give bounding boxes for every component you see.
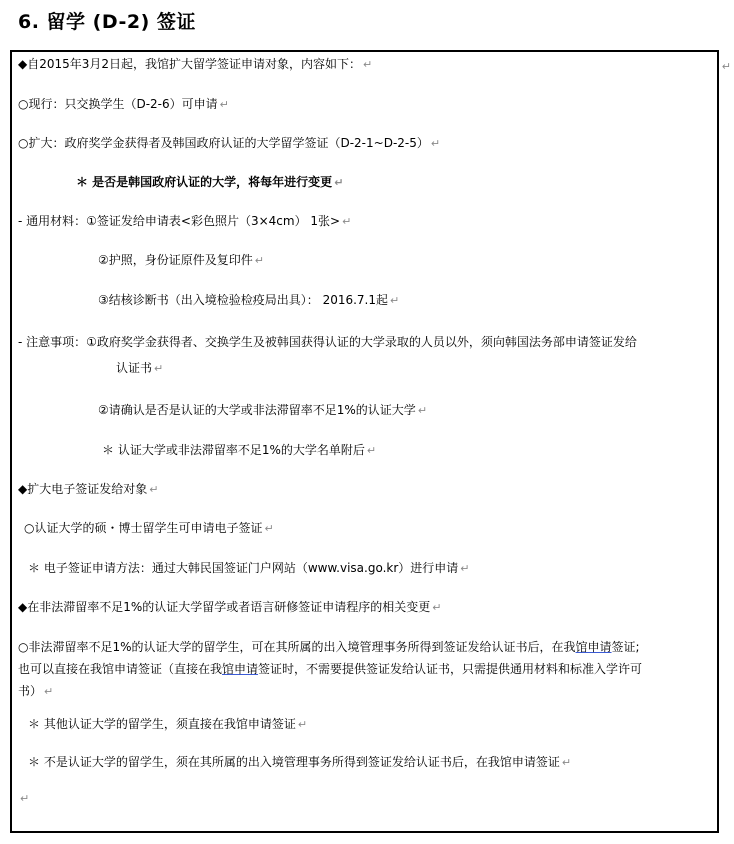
paragraph-mark-icon: ↵ [390, 294, 400, 307]
paragraph-mark-icon: ↵ [254, 254, 264, 267]
notice-line: ②请确认是否是认证的大学或非法滞留率不足1%的认证大学 ↵ [98, 403, 428, 417]
paragraph-mark-icon: ↵ [44, 685, 54, 698]
paragraph-mark-icon: ↵ [264, 522, 274, 535]
notice-line: 书） ↵ [18, 684, 54, 698]
notice-line: ＊ 是否是韩国政府认证的大学，将每年进行变更 ↵ [76, 175, 344, 189]
notice-line: ＊ 认证大学或非法滞留率不足1%的大学名单附后 ↵ [102, 443, 377, 457]
paragraph-mark-icon: ↵ [721, 60, 731, 73]
notice-line: ＊ 不是认证大学的留学生，须在其所属的出入境管理事务所得到签证发给认证书后，在我馆申请签证 ↵ [28, 755, 572, 769]
paragraph-mark-icon: ↵ [334, 176, 344, 189]
notice-line: ○非法滞留率不足1%的认证大学的留学生，可在其所属的出入境管理事务所得到签证发给认证书后，在我馆申请签证; [18, 640, 640, 654]
paragraph-mark-icon: ↵ [430, 137, 441, 150]
notice-line: ◆自2015年3月2日起，我馆扩大留学签证申请对象，内容如下： ↵ [18, 57, 373, 71]
paragraph-mark-icon: ↵ [366, 444, 377, 457]
notice-line: ◆在非法滞留率不足1%的认证大学留学或者语言研修签证申请程序的相关变更 ↵ [18, 600, 442, 614]
paragraph-mark-icon: ↵ [363, 58, 373, 71]
paragraph-mark-icon: ↵ [154, 362, 164, 375]
paragraph-mark-icon: ↵ [432, 601, 442, 614]
paragraph-mark-icon: ↵ [561, 756, 572, 769]
paragraph-mark-icon: ↵ [219, 98, 229, 111]
paragraph-mark-icon: ↵ [297, 718, 308, 731]
notice-line: - 通用材料：①签证发给申请表<彩色照片（3×4cm） 1张> ↵ [18, 214, 352, 228]
paragraph-mark-icon: ↵ [20, 792, 30, 805]
notice-line: ◆扩大电子签证发给对象 ↵ [18, 482, 159, 496]
notice-line: 认证书 ↵ [116, 361, 164, 375]
paragraph-mark-icon: ↵ [417, 404, 428, 417]
notice-line: ②护照，身份证原件及复印件 ↵ [98, 253, 264, 267]
notice-line: ○认证大学的硕・博士留学生可申请电子签证 ↵ [24, 521, 274, 535]
notice-line: ③结核诊断书（出入境检验检疫局出具）： 2016.7.1起 ↵ [98, 293, 400, 307]
notice-line [18, 790, 29, 807]
notice-box [10, 50, 731, 833]
page-title: 6. 留学 (D-2) 签证 [18, 11, 196, 33]
notice-line: ＊ 其他认证大学的留学生，须直接在我馆申请签证 ↵ [28, 717, 308, 731]
notice-line: ○扩大：政府奖学金获得者及韩国政府认证的大学留学签证（D-2-1~D-2-5） ↵ [18, 136, 441, 150]
paragraph-mark-icon: ↵ [460, 562, 470, 575]
paragraph-mark-icon: ↵ [342, 215, 352, 228]
notice-line: - 注意事项：①政府奖学金获得者、交换学生及被韩国获得认证的大学录取的人员以外，须向韩国法务部申请签证发给 [18, 335, 637, 349]
notice-line: ○现行：只交换学生（D-2-6）可申请 ↵ [18, 97, 229, 111]
notice-line: 也可以直接在我馆申请签证（直接在我馆申请签证时，不需要提供签证发给认证书，只需提供通用材料和标准入学许可 [18, 662, 643, 676]
notice-line: ＊ 电子签证申请方法：通过大韩民国签证门户网站（www.visa.go.kr）进行申请 ↵ [28, 561, 470, 575]
paragraph-mark-icon: ↵ [149, 483, 159, 496]
